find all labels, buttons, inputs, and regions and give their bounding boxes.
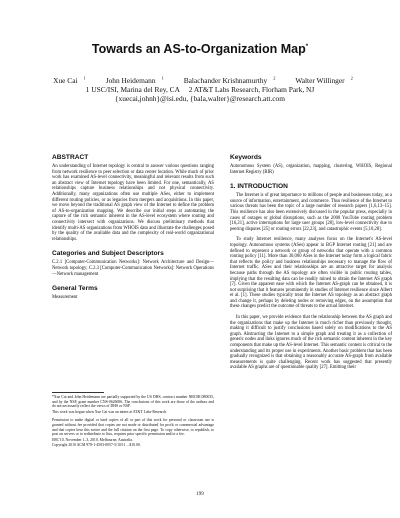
footnotes: [52, 392, 214, 449]
paper-title: [0, 42, 400, 56]
author: John Heidemann $^1$: [105, 76, 164, 86]
title-text: Towards an AS-to-Organization Map: [91, 42, 306, 56]
permission-notice: Permission to make digital or hard copies of all or part of this work for personal or classroom use is granted without fee provided that copies are not made or distributed for profit or commercial advantage and that copies bear this notice and the full citation on the first page. To copy otherwise, to republish, to post on servers or to redistribute to lists, requires prior specific permission and/or a fee.: [52, 418, 214, 437]
intro-paragraph: The Internet is of great importance to millions of people and businesses today, as a source of information, entertainment, and commerce. Thus resilience of the Internet to various threats has been the topic of a large number of research papers [1,6,13–15]. This resilience has also been extensively discussed in the popular press, especially in cases of outages or global disruptions, such as the 2008 YouTube routing problem [16,21], active interruptions for large user groups [28], low-level connectivity due to peering disputes [25] or routing errors [22,23], and catastrophic events [5,10,28].: [230, 193, 392, 232]
abstract-text: An understanding of Internet topology is central to answer various questions ranging from network resilience to peer selection or data center location. While much of prior work has examined AS-level connectivity, meaningful and relevant results from such an abstract view of Internet topology have been limited. For one, semantically, AS relationships capture business relationships and not physical connectivity. Additionally, many organizations often use multiple ASes, either to implement different routing policies, or as legacies from mergers and acquisitions. In this paper, we move beyond the traditional AS graph view of the Internet to define the problem of AS-to-organization mapping. We describe our initial steps at automating the capture of the rich semantic inherent in the AS-level ecosystem where routing and connectivity intersect with organizations. We discuss preliminary methods that identify multi-AS organizations from WHOIS data and illustrate the challenges posed by the quality of the available data and the complexity of real-world organizational relationships.: [52, 164, 214, 242]
footnote-funding: *Xue Cai and John Heidemann are partially supported by the US DHS, contract number NBCHC080035, and by the NSF, grant number CNS-0626696. The conclusions of this work are those of the authors and do not necessarily reflect the views of DHS or NSF.: [52, 395, 214, 409]
page-number: 199: [196, 492, 204, 497]
keywords-heading: Keywords: [230, 154, 262, 161]
author-names: [0, 74, 400, 85]
author-block: [0, 74, 400, 103]
copyright-notice: Copyright 2010 ACM 978-1-4503-0057-5/10/11 ...$10.00.: [52, 443, 141, 448]
left-column: [52, 154, 214, 306]
author-emails: {xuecai,johnh}@isi.edu, {bala,walter}@research.att.com: [114, 94, 285, 104]
intro-paragraph: In this paper, we provide evidence that the relationship between the AS graph and the organizations that make up the Internet is much richer than previously thought, making it difficult to justify conclusions based solely on modifications to the AS graph. Abstracting the Internet to a simple graph and treating it as a collection of generic nodes and links ignores much of the rich semantic content inherent in the key components that make up the AS-level Internet. This semantic content is critical to the understanding and its proper use in experiments. Another basic problem that has been gradually recognized is that obtaining a reasonably accurate AS-graph from available measurements is quite challenging. Recent work has suggested that presently available AS graphs are of questionable quality [27]. Emitting their: [230, 315, 392, 371]
categories-heading: Categories and Subject Descriptors: [52, 250, 164, 258]
abstract-heading: ABSTRACT: [52, 154, 89, 161]
conference-info: IMC'10, November 1–3, 2010, Melbourne, Australia.: [52, 437, 133, 442]
footnote-rule: [52, 392, 104, 393]
author: Xue Cai $^1$: [53, 76, 86, 86]
intro-paragraph: To study Internet resilience, many analyses focus on the Internet's AS-level topology. Autonomous systems (ASes) appear in BGP Internet routing [21] and are defined to represent a network or group of networks that operate with a common routing policy [11]. More than 30,000 ASes in the Internet today form a logical fabric that reflects the policy and business relationships necessary to manage the flow of Internet traffic. ASes and their relationships are an attractive target for analysis because paths through the AS topology are often visible in public routing tables, implying that the resulting data can be readily mined to obtain the Internet AS graph [7]. Given the apparent ease with which the Internet AS-graph can be obtained, it is not surprising that it features prominently in studies of Internet resilience since Albert et al. [1]. These studies typically treat the Internet AS topology as an abstract graph and change it, perhaps by deleting nodes or removing edges, on the assumption that these changes predict the outcome of threats to the actual Internet.: [230, 237, 392, 310]
author: Balachander Krishnamurthy $^2$: [183, 76, 276, 86]
categories-text: C.2.1 [Computer-Communication Networks]: Network Architecture and Design—Network topology; C.2.3 [Computer-Communication Networks]: Network Operations—Network management: [52, 260, 214, 277]
author: Walter Willinger $^2$: [295, 76, 353, 86]
general-terms-heading: General Terms: [52, 285, 98, 293]
affiliations: 1 USC/ISI, Marina del Rey, CA 2 AT&T Labs Research, Florham Park, NJ: [85, 85, 315, 95]
title-footnote-mark: *: [305, 43, 309, 50]
introduction-heading: 1. INTRODUCTION: [230, 183, 288, 191]
keywords-text: Autonomous System (AS), organization, mapping, clustering, WHOIS, Regional Internet Registry (RIR): [230, 164, 392, 175]
right-column: [230, 154, 392, 376]
footnote-internship: This work was begun when Xue Cai was an intern at AT&T Labs-Research.: [52, 409, 168, 414]
general-terms-text: Measurement: [52, 295, 78, 301]
